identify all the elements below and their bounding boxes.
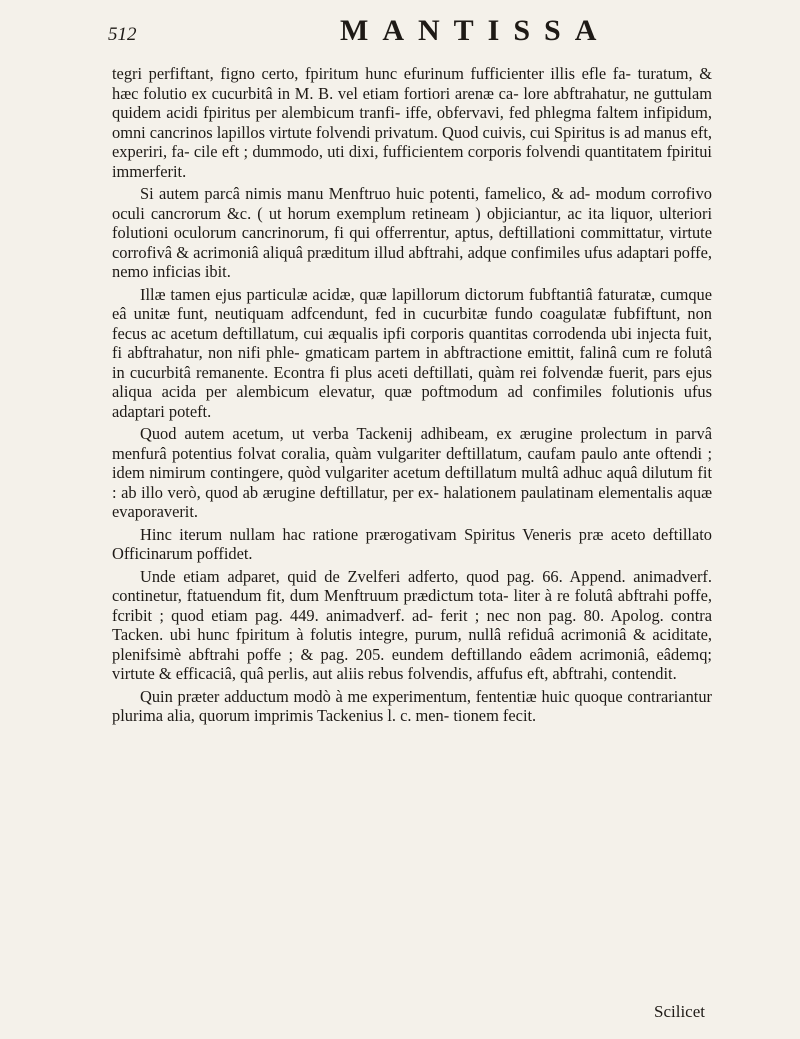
paragraph: Illæ tamen ejus particulæ acidæ, quæ lapillorum dictorum fubftantiâ faturatæ, cumque eâ unitæ funt, neutiquam adfcendunt, fed in cucurbitæ fundo coagulatæ fubfiftunt, non fecus ac acetum deftillatum, cui æqualis ipfi corporis quantitas corrodenda ubi injecta fuit, fi abftrahatur, non nifi phle- gmaticam partem in abftractione emittit, falinâ cum re folutâ in cucurbitâ remanente. Econtra fi plus aceti deftillati, quàm rei folvendæ fuerit, pars ejus aliqua acida per alembicum elevatur, quæ poftmodum ad confimiles folutionis ufus adaptari poteft.	[112, 284, 712, 421]
paragraph: Si autem parcâ nimis manu Menftruo huic potenti, famelico, & ad- modum corrofivo oculi cancrorum &c. ( ut horum exemplum retineam ) objiciantur, ac ita liquor, ulteriori folutioni oculorum cancrinorum, fi qui offerrentur, aptus, deftillationi committatur, virtute corrofivâ & acrimoniâ aliquâ præditum illud abftrahi, adque confimiles ufus adaptari poffe, nemo inficias ibit.	[112, 184, 712, 281]
paragraph: Quin præter adductum modò à me experimentum, fententiæ huic quoque contrariantur plurima alia, quorum imprimis Tackenius l. c. men- tionem fecit.	[112, 686, 712, 725]
paragraph: Unde etiam adparet, quid de Zvelferi adferto, quod pag. 66. Append. animadverf. continetur, ftatuendum fit, dum Menftruum prædictum tota- liter à re folutâ abftrahi poffe, fcribit ; quod etiam pag. 449. animadverf. ad- ferit ; nec non pag. 80. Apolog. contra Tacken. ubi hunc fpiritum à folutis integre, purum, nullâ refiduâ acrimoniâ & aciditate, plenifsimè abftrahi poffe ; & pag. 205. eundem deftillando eâdem acrimoniâ, eâdemq; virtute & efficaciâ, quâ perlis, aut aliis rebus folvendis, affufus eft, abftrahi, contendit.	[112, 566, 712, 683]
catchword: Scilicet	[654, 1002, 705, 1021]
page-number: 512	[108, 24, 137, 45]
body-text	[112, 64, 712, 729]
paragraph: tegri perfiftant, figno certo, fpiritum hunc efurinum fufficienter illis efle fa- turatum, & hæc folutio ex cucurbitâ in M. B. vel etiam fortiori arenæ ca- lore abftrahatur, ne guttulam quidem acidi fpiritus per alembicum tranfi- iffe, obfervavi, fed phlegma faltem infipidum, omni cancrinos lapillos virtute folvendi privatum. Quod cuivis, cui Spiritus is ad manus eft, experiri, fa- cile eft ; dummodo, uti dixi, fufficientem corporis folvendi quantitatem fpiritui immerferit.	[112, 64, 712, 181]
page-header	[108, 14, 714, 54]
paragraph: Quod autem acetum, ut verba Tackenij adhibeam, ex ærugine prolectum in parvâ menfurâ potentius folvat coralia, quàm vulgariter deftillatum, caufam paulo ante oftendi ; idem nimirum contingere, quòd vulgariter acetum deftillatum multâ adhuc aquâ dilutum fit : ab illo verò, quod ab ærugine deftillatur, per ex- halationem paulatinam elementalis aquæ evaporaverit.	[112, 424, 712, 521]
paragraph: Hinc iterum nullam hac ratione prærogativam Spiritus Veneris præ aceto deftillato Officinarum poffidet.	[112, 524, 712, 563]
running-head: MANTISSA	[340, 14, 611, 47]
